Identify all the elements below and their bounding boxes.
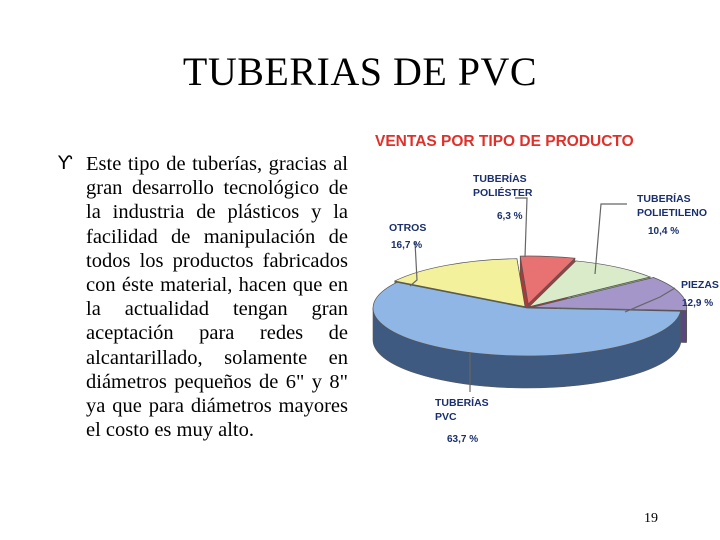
slice-value-label: 16,7 % (391, 240, 423, 251)
slice-label: TUBERÍAS (473, 173, 527, 185)
sales-pie-chart (355, 122, 720, 462)
slice-value-label: 63,7 % (447, 434, 479, 445)
page-number: 19 (644, 511, 658, 526)
slice-label: TUBERÍAS (637, 193, 691, 205)
slice-label: PIEZAS (681, 279, 719, 291)
leader-line (595, 204, 627, 274)
slice-label: POLIETILENO (637, 207, 708, 219)
leader-line (515, 198, 527, 257)
slice-value-label: 10,4 % (648, 226, 680, 237)
slice-label: TUBERÍAS (435, 397, 489, 409)
pie-chart-svg (355, 122, 720, 462)
slice-label: OTROS (389, 222, 427, 234)
slide-title: TUBERIAS DE PVC (182, 49, 538, 94)
slice-label: PVC (435, 411, 457, 423)
slice-value-label: 6,3 % (497, 211, 523, 222)
slice-value-label: 12,9 % (682, 298, 714, 309)
bullet-text: Este tipo de tuberías, gracias al gran desarrollo tecnológico de la industria de plásticos y la facilidad de manipulación de todos los productos fabricados con éste material, hacen que en la actualidad tengan gran aceptación para redes de alcantarillado, solamente en diámetros pequeños de 6" y 8" ya que para diámetros mayores el costo es muy alto. (86, 153, 348, 442)
check-arrow-bullet-icon: Ƴ (58, 152, 73, 174)
chart-title: VENTAS POR TIPO DE PRODUCTO (375, 133, 634, 150)
slice-label: POLIÉSTER (473, 187, 533, 199)
